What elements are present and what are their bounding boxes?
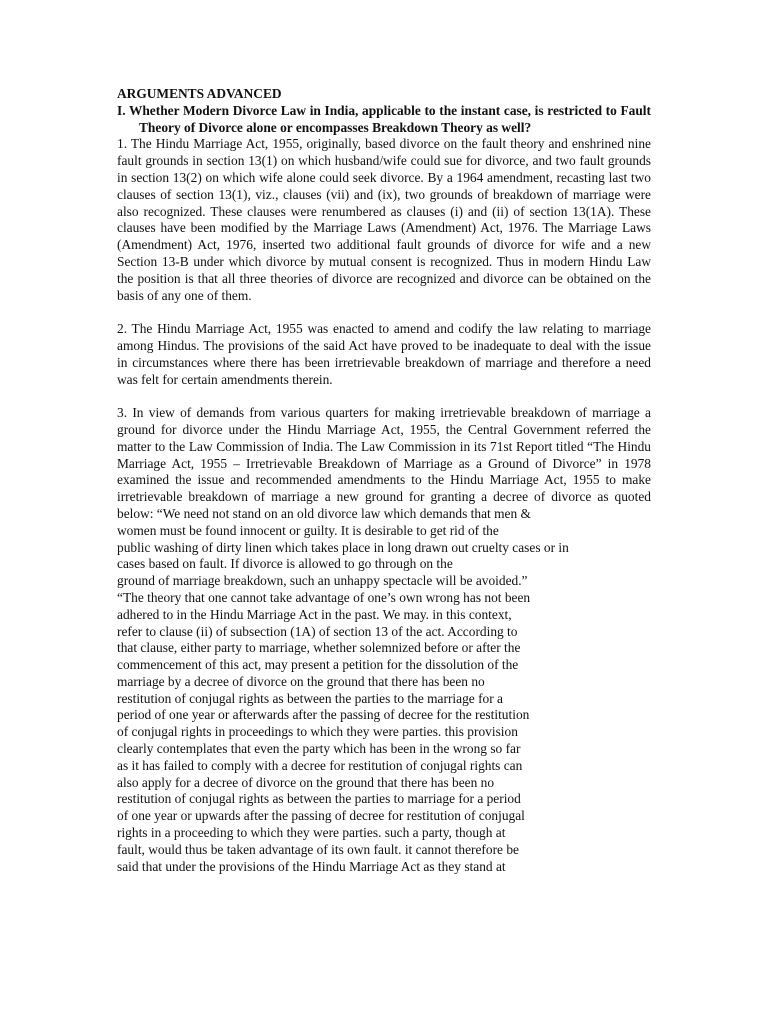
quote-line: women must be found innocent or guilty. It is desirable to get rid of the bbox=[117, 522, 499, 538]
quote-line: public washing of dirty linen which takes place in long drawn out cruelty cases or in bbox=[117, 539, 569, 555]
quote-line: ground of marriage breakdown, such an unhappy spectacle will be avoided.” bbox=[117, 573, 528, 589]
quote-line: of conjugal rights in proceedings to which they were parties. this provision bbox=[117, 724, 518, 740]
quote-line: restitution of conjugal rights as between the parties to marriage for a period bbox=[117, 791, 521, 807]
quote-line: rights in a proceeding to which they were parties. such a party, though at bbox=[117, 825, 506, 841]
quote-line: marriage by a decree of divorce on the ground that there has been no bbox=[117, 673, 485, 689]
section-heading: ARGUMENTS ADVANCED bbox=[117, 86, 282, 101]
quote-line: as it has failed to comply with a decree for restitution of conjugal rights can bbox=[117, 757, 523, 773]
paragraph-gap bbox=[117, 304, 651, 321]
paragraph-3: 3. In view of demands from various quarters for making irretrievable breakdown of marriage a ground for divorce under the Hindu Marriage Act, 1955, the Central Government referred the matter to the Law Commission of India. The Law Commission in its 71st Report titled “The Hindu Marriage Act, 1955 – Irretrievable Breakdown of Marriage as a Ground of Divorce” in 1978 examined the issue and recommended amendments to the Hindu Marriage Act, 1955 to make irretrievable breakdown of marriage a new ground for granting a decree of divorce as quoted below: “We need not stand on an old divorce law which demands that men & bbox=[117, 405, 651, 521]
quote-line: said that under the provisions of the Hindu Marriage Act as they stand at bbox=[117, 858, 506, 874]
quote-line: refer to clause (ii) of subsection (1A) of section 13 of the act. According to bbox=[117, 623, 518, 639]
quote-line: clearly contemplates that even the party which has been in the wrong so far bbox=[117, 741, 521, 757]
quote-line: also apply for a decree of divorce on the ground that there has been no bbox=[117, 774, 495, 790]
quote-line: adhered to in the Hindu Marriage Act in the past. We may. in this context, bbox=[117, 606, 512, 622]
quote-line: fault, would thus be taken advantage of its own fault. it cannot therefore be bbox=[117, 841, 519, 857]
quote-line: “The theory that one cannot take advantage of one’s own wrong has not been bbox=[117, 589, 531, 605]
quote-line: cases based on fault. If divorce is allowed to go through on the bbox=[117, 556, 453, 572]
quote-line: period of one year or afterwards after the passing of decree for the restitution bbox=[117, 707, 530, 723]
quote-line: that clause, either party to marriage, whether solemnized before or after the bbox=[117, 640, 521, 656]
quote-line: of one year or upwards after the passing of decree for restitution of conjugal bbox=[117, 808, 525, 824]
quote-line: commencement of this act, may present a petition for the dissolution of the bbox=[117, 657, 519, 673]
issue-question: I. Whether Modern Divorce Law in India, applicable to the instant case, is restricted to Fault Theory of Divorce alone or encompasses Breakdown Theory as well? bbox=[117, 102, 651, 135]
quoted-report-text bbox=[117, 523, 651, 876]
quote-line: restitution of conjugal rights as between the parties to the marriage for a bbox=[117, 690, 503, 706]
paragraph-2: 2. The Hindu Marriage Act, 1955 was enacted to amend and codify the law relating to marriage among Hindus. The provisions of the said Act have proved to be inadequate to deal with the issue in circumstances where there has been irretrievable breakdown of marriage and therefore a need was felt for certain amendments therein. bbox=[117, 321, 651, 387]
paragraph-1: 1. The Hindu Marriage Act, 1955, originally, based divorce on the fault theory and enshrined nine fault grounds in section 13(1) on which husband/wife could sue for divorce, and two fault grounds in section 13(2) on which wife alone could seek divorce. By a 1964 amendment, recasting last two clauses of section 13(1), viz., clauses (vii) and (ix), two grounds of breakdown of marriage were also recognized. These clauses were renumbered as clauses (i) and (ii) of section 13(1A). These clauses have been modified by the Marriage Laws (Amendment) Act, 1976. The Marriage Laws (Amendment) Act, 1976, inserted two additional fault grounds of divorce for wife and a new Section 13-B under which divorce by mutual consent is recognized. Thus in modern Hindu Law the position is that all three theories of divorce are recognized and divorce can be obtained on the basis of any one of them. bbox=[117, 136, 651, 303]
document-page bbox=[117, 86, 651, 875]
paragraph-gap bbox=[117, 388, 651, 405]
